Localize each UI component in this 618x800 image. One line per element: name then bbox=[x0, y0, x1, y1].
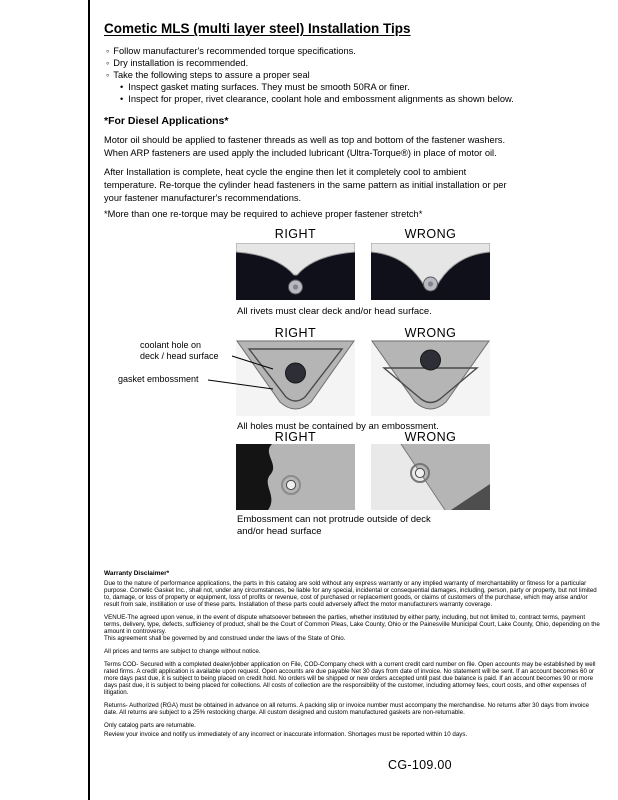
figure3-caption-line2: and/or head surface bbox=[237, 526, 322, 537]
warranty-section bbox=[104, 570, 603, 744]
bullet-item: ◦ Dry installation is recommended. bbox=[106, 58, 248, 68]
figure2-caption: All holes must be contained by an embossment. bbox=[237, 421, 439, 432]
annotation-coolant-line1: coolant hole on bbox=[140, 340, 202, 350]
figure2-right-label: RIGHT bbox=[274, 326, 317, 340]
figure3-right-label: RIGHT bbox=[274, 430, 317, 444]
warranty-paragraph: Returns- Authorized (RGA) must be obtained in advance on all returns. A packing slip or invoice number must accompany the merchandise. No returns after 30 days from invoice date. All returns are subject to a 25% restocking charge. All custom designed and custom manufactured gaskets are non-returnable. bbox=[104, 702, 589, 716]
sub-bullet-item: • Inspect for proper, rivet clearance, coolant hole and embossment alignments as shown below. bbox=[120, 94, 514, 104]
page-code: CG-109.00 bbox=[388, 758, 452, 772]
figure3-caption-line1: Embossment can not protrude outside of deck bbox=[237, 514, 431, 525]
annotation-coolant-line2: deck / head surface bbox=[140, 350, 219, 361]
bullet-item: ◦ Follow manufacturer's recommended torque specifications. bbox=[106, 46, 356, 56]
bullet-item: ◦ Take the following steps to assure a proper seal bbox=[106, 70, 310, 80]
page-title: Cometic MLS (multi layer steel) Installation Tips bbox=[104, 21, 411, 36]
figure2-wrong-label: WRONG bbox=[404, 326, 457, 340]
warranty-paragraph: Due to the nature of performance applications, the parts in this catalog are sold without any express warranty or any implied warranty of merchantability or fitness for a particular purpose. Cometic Gasket Inc., shall not, under any circumstances, be liable for any special, incidental or consequential damages, including, person, party or property, but not limited to, damage, or loss of property or equipment, loss of profits or revenue, cost of purchased or replacement goods, or claims of customers of the purchase, which may arise and/or result from sale, instillation or use of these parts. Installation of these parts could adversely affect the motor manufacturers warranty coverage. bbox=[104, 580, 597, 608]
figure3-caption bbox=[237, 514, 487, 538]
coolant-hole-wrong-diagram bbox=[371, 340, 490, 416]
warranty-paragraph: All prices and terms are subject to change without notice. bbox=[104, 648, 261, 655]
warranty-paragraph: VENUE-The agreed upon venue, in the event of dispute whatsoever between the parties, whether instituted by either party, including, but not limited to, contract terms, payment terms, delivery, type, defects, sufficiency of product, shall be the Court of Common Pleas, Lake County, Ohio or the Painesville Municipal Court, Lake County, Ohio, depending on the amount in controversy. bbox=[104, 614, 600, 635]
figure1-caption: All rivets must clear deck and/or head surface. bbox=[237, 306, 432, 317]
figure3-wrong-label: WRONG bbox=[404, 430, 457, 444]
rivet-clearance-right-diagram bbox=[236, 243, 355, 300]
figure1-wrong-label: WRONG bbox=[404, 227, 457, 241]
sub-bullet-item: • Inspect gasket mating surfaces. They must be smooth 50RA or finer. bbox=[120, 82, 410, 92]
figure1-right-label: RIGHT bbox=[274, 227, 317, 241]
warranty-paragraph: Review your invoice and notify us immediately of any incorrect or inaccurate information. Shortages must be reported within 10 days. bbox=[104, 731, 468, 738]
warranty-paragraph: Terms COD- Secured with a completed dealer/jobber application on File, COD-Company check with a current credit card number on file. Open accounts may be established by well rated firms. A credit application is available upon request. Open accounts are due payable Net 30 days from date of invoice. No statement will be sent. If an account becomes 60 or more days past due, it is subject to being placed on credit hold. No orders will be shipped or new orders accepted until past due balance is paid. If an account becomes 90 or more days past due, it is subject to being placed for collections. All costs of collection are the responsibility of the customer, including attorney fees, court costs, and other expenses of litigation. bbox=[104, 661, 596, 696]
embossment-protrusion-wrong-diagram bbox=[371, 444, 490, 510]
paragraph-motor-oil: Motor oil should be applied to fastener threads as well as top and bottom of the fastener washers. When ARP fasteners are used apply the included lubricant (Ultra-Torque®) in place of motor oil. bbox=[104, 135, 506, 158]
annotation-gasket-embossment: gasket embossment bbox=[118, 374, 199, 384]
paragraph-heat-cycle: After Installation is complete, heat cycle the engine then let it completely cool to ambient temperature. Re-torque the cylinder head fasteners in the same pattern as initial installation or per your fastener manufacturer's recommendations. bbox=[104, 167, 507, 203]
warranty-paragraph: This agreement shall be governed by and construed under the laws of the State of Ohio. bbox=[104, 635, 346, 642]
annotation-pointer-lines bbox=[196, 344, 274, 396]
diesel-heading: *For Diesel Applications* bbox=[104, 115, 229, 127]
warranty-heading: Warranty Disclaimer* bbox=[104, 570, 170, 577]
rivet-clearance-wrong-diagram bbox=[371, 243, 490, 300]
left-margin-rule bbox=[88, 0, 90, 800]
paragraph-retorque-note: *More than one re-torque may be required to achieve proper fastener stretch* bbox=[104, 209, 423, 219]
embossment-protrusion-right-diagram bbox=[236, 444, 355, 510]
warranty-paragraph: Only catalog parts are returnable. bbox=[104, 722, 196, 729]
